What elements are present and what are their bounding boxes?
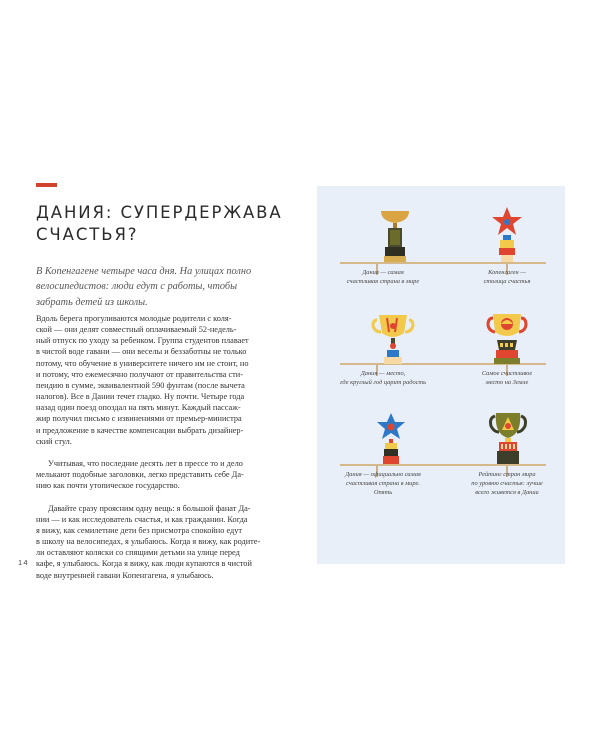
caption-line: место на Земле	[485, 378, 529, 386]
body-line: ский стул.	[36, 436, 72, 446]
body-line: Учитывая, что последние десять лет в прессе то и дело	[48, 459, 243, 469]
body-line: ской — они делят совместный оплачиваемый 52-недель-	[36, 325, 237, 335]
body-line: кафе, я улыбаюсь. Когда я вижу, как люди купаются в чистой	[36, 559, 252, 569]
body-line: пендию в сумме, эквивалентной 590 фунтам (после вычета	[36, 380, 245, 390]
lead-line: забрать детей из школы.	[36, 296, 148, 308]
body-line: и потому, что ежемесячно получают от правительства сти-	[36, 369, 243, 379]
body-line: и предложение в качестве компенсации выбрать дизайнер-	[36, 425, 244, 435]
star-trophy-icon	[489, 206, 525, 262]
shelf-bottom	[340, 464, 546, 466]
caption-line: Дания — место,	[360, 370, 406, 377]
caption-line: счастливая страна в мире	[346, 277, 420, 285]
star-trophy-icon	[373, 412, 409, 464]
chalice-trophy-icon	[371, 312, 415, 364]
body-line: воде внутренней гавани Копенгагена, я улыбаюсь.	[36, 570, 214, 580]
trophy-caption	[451, 370, 563, 388]
body-line: потому, что обучение в университете ничего им не стоит, но	[36, 358, 249, 368]
trophy-caption	[327, 471, 439, 497]
body-line: Давайте сразу проясним одну вещь: я большой фанат Да-	[48, 503, 251, 513]
trophy-caption	[327, 269, 439, 287]
caption-line: Дания — самая	[362, 269, 404, 276]
heading-accent-rule	[36, 183, 57, 187]
chapter-title	[36, 202, 296, 246]
trophy-caption	[451, 269, 563, 287]
caption-line: Рейтинг стран мира	[478, 471, 536, 478]
body-line: нии — и как исследователь счастья, и как гражданин. Когда	[36, 514, 248, 524]
caption-line: Дания — официально самая	[345, 471, 421, 478]
paragraph-gap	[36, 447, 304, 458]
paragraph-gap	[36, 491, 304, 502]
caption-line: Самое счастливое	[481, 370, 533, 377]
body-line: ный отпуск по уходу за ребенком. Группа студентов плавает	[36, 336, 249, 346]
caption-line: всего живется в Дании	[475, 488, 539, 496]
trophy-illustration-panel	[317, 186, 565, 564]
cup-trophy-icon	[375, 208, 415, 262]
caption-line: счастливая страна в мире.	[345, 479, 420, 487]
page-number: 14	[18, 558, 29, 567]
body-line: я вижу, как семилетние дети без присмотра спокойно едут	[36, 525, 243, 535]
urn-trophy-icon	[485, 310, 529, 364]
chapter-title-line-1: ДАНИЯ: СУПЕРДЕРЖАВА	[36, 203, 283, 222]
caption-line: по уровню счастья: лучше	[471, 479, 543, 487]
lead-line: В Копенгагене четыре часа дня. На улицах полно	[36, 266, 252, 277]
body-line: налогов). Все в Дании течет гладко. Ну почти. Четыре года	[36, 392, 245, 402]
lead-paragraph	[36, 264, 298, 310]
caption-line: где круглый год царит радость	[339, 378, 427, 386]
trophy-caption	[327, 370, 439, 388]
body-line: нию как почти утопическое государство.	[36, 481, 180, 491]
caption-line: Опять	[373, 488, 393, 496]
trophy-caption	[451, 471, 563, 497]
chapter-title-line-2: СЧАСТЬЯ?	[36, 225, 139, 244]
body-line: в школу на велосипедах, я улыбаюсь. Когда я вижу, как родите-	[36, 537, 261, 547]
body-line: ли оставляют коляски со спящими детьми на улице перед	[36, 548, 240, 558]
shelf-top	[340, 262, 546, 264]
caption-line: Копенгаген —	[488, 269, 526, 276]
lead-line: велосипедистов: люди едут с работы, чтобы	[36, 281, 238, 293]
vase-trophy-icon	[487, 410, 529, 464]
body-line: назад один поезд опоздал на пять минут. Каждый пассаж-	[36, 403, 241, 413]
caption-line: столица счастья	[483, 277, 531, 285]
body-line: Вдоль берега прогуливаются молодые родители с коля-	[36, 314, 232, 323]
body-line: в чистой воде гавани — они веселы и беззаботны не только	[36, 347, 247, 357]
body-line: мелькают подобные заголовки, легко представить себе Да-	[36, 470, 244, 480]
body-text	[36, 313, 304, 581]
body-line: жир получил письмо с извинениями от премьер-министра	[36, 414, 242, 424]
